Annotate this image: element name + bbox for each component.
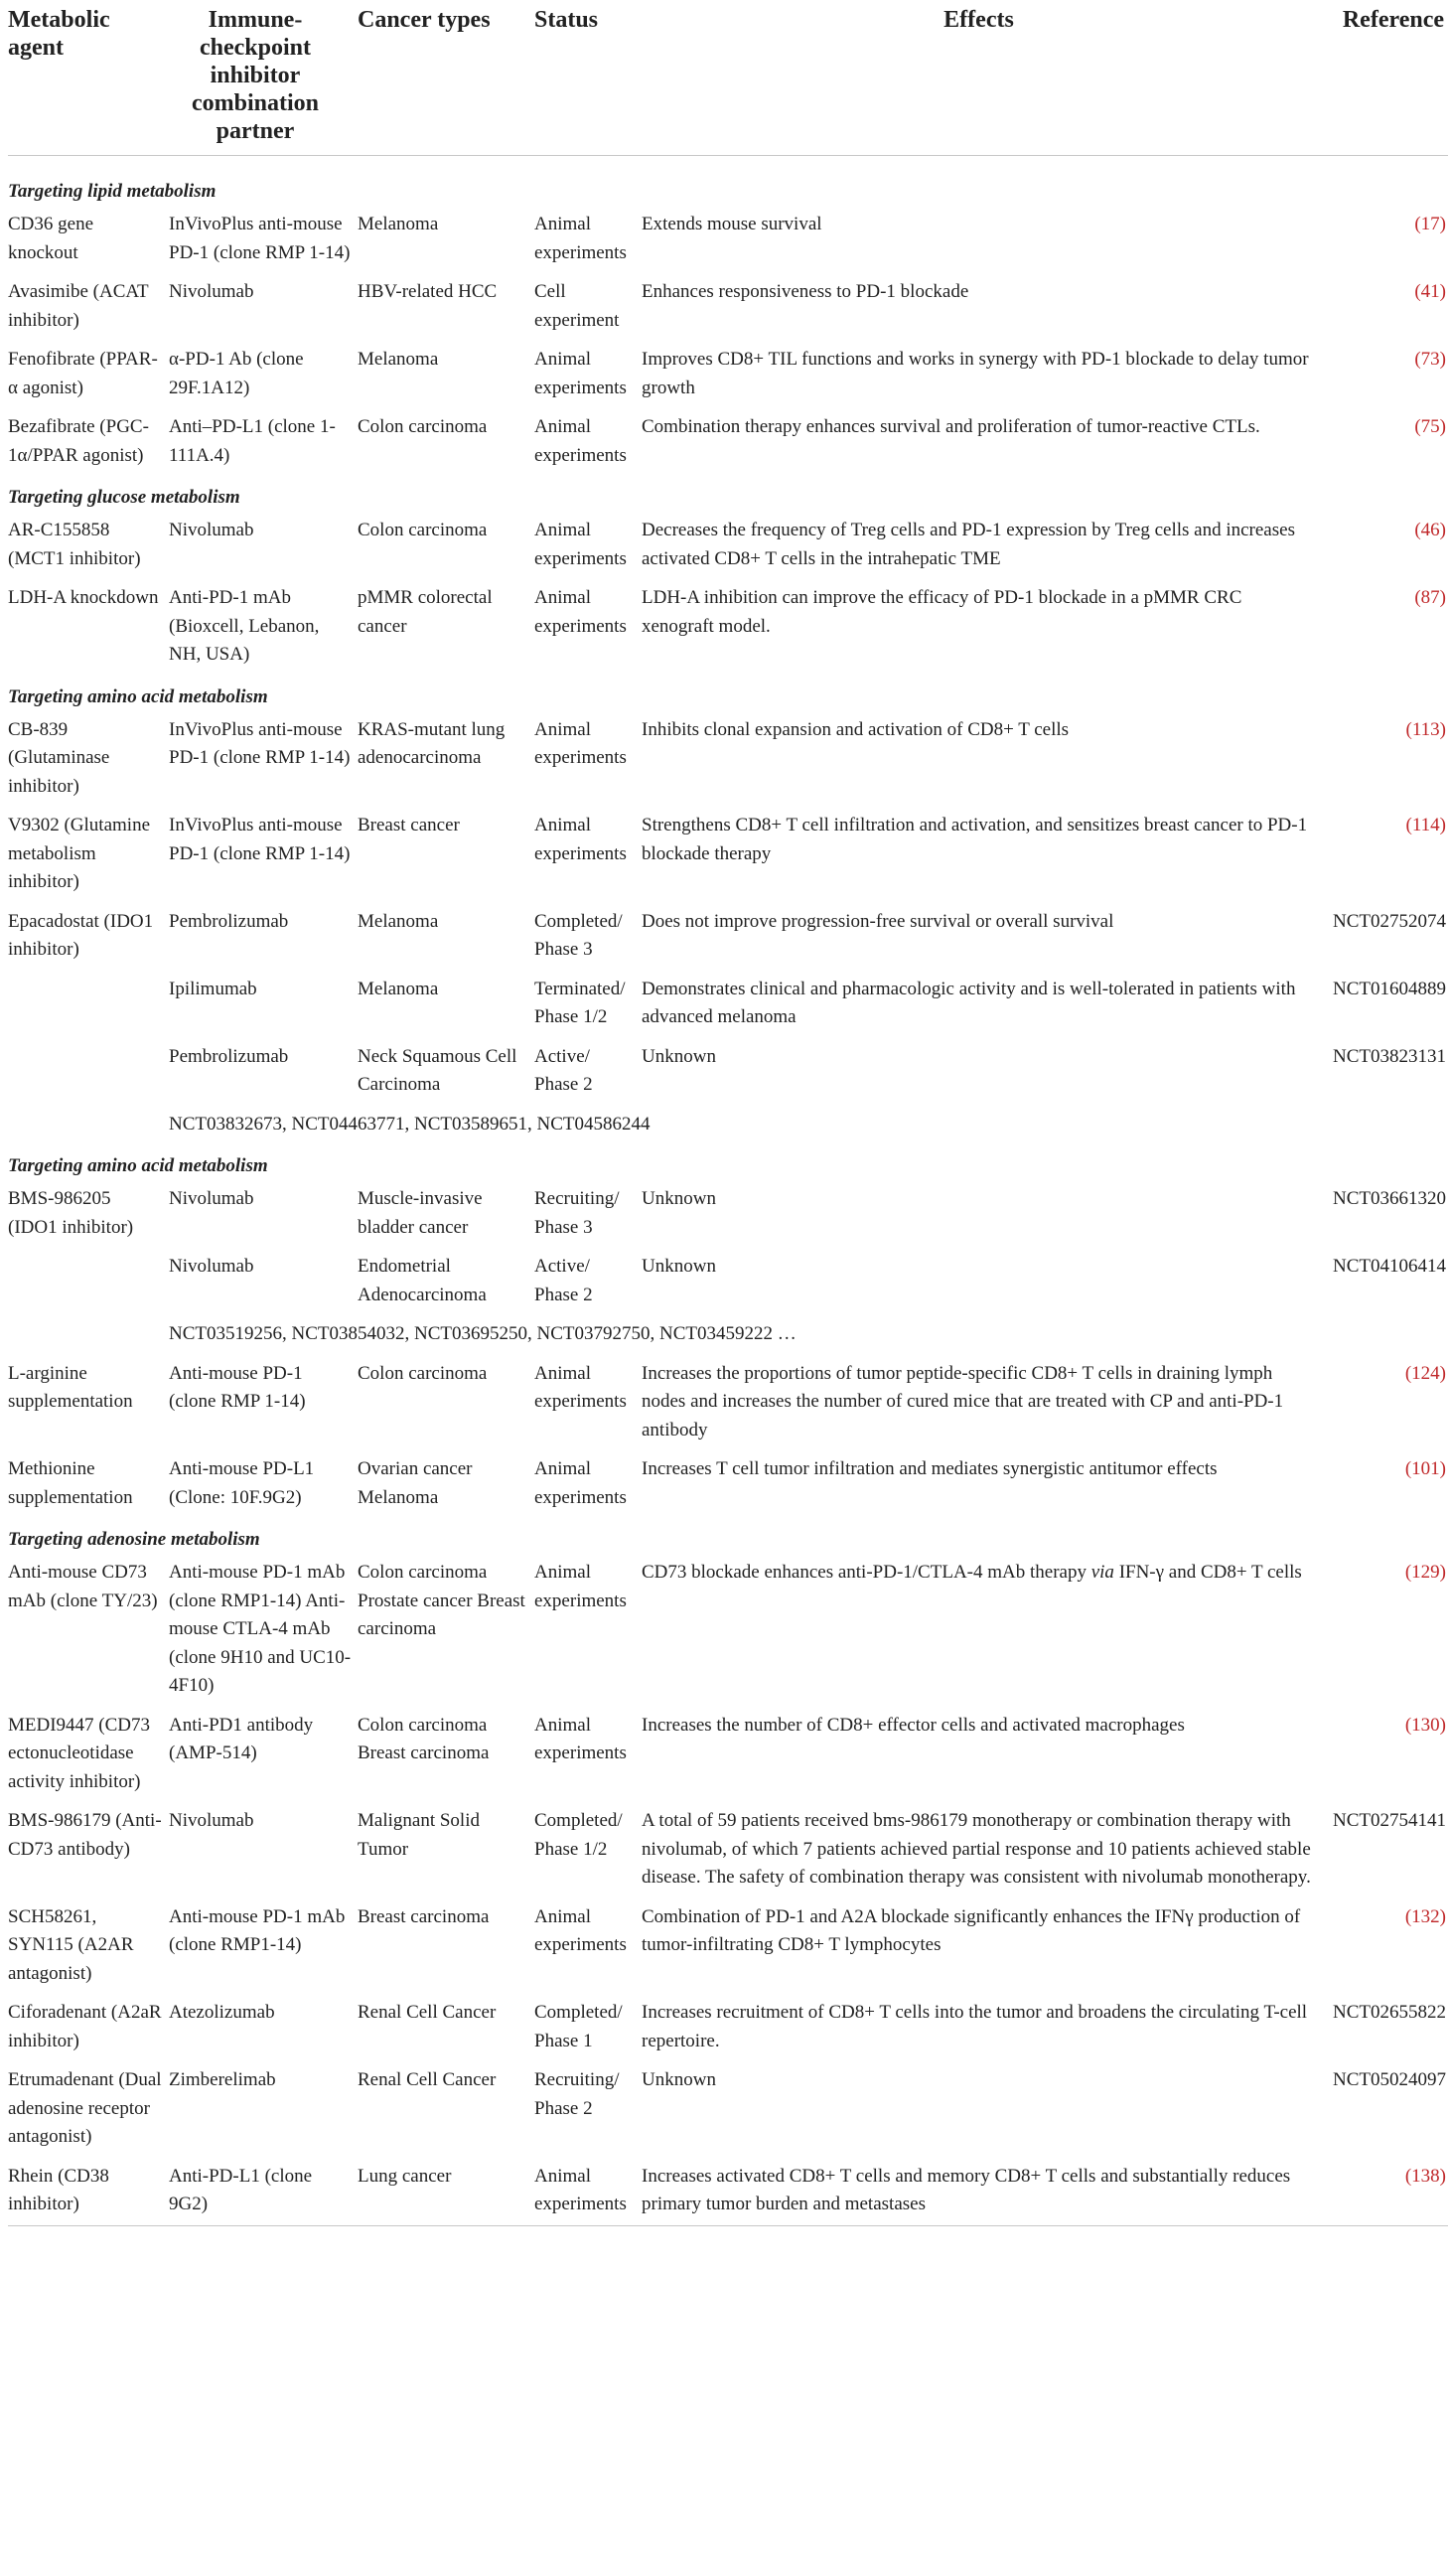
section-heading [8, 476, 1448, 512]
header-agent: Metabolic agent [8, 7, 110, 61]
cell-reference[interactable]: NCT03823131 [1333, 1045, 1446, 1067]
cell-agent: CB-839 (Glutaminase inhibitor) [8, 718, 110, 797]
table-row [8, 273, 1448, 341]
cell-agent: AR-C155858 (MCT1 inhibitor) [8, 520, 141, 569]
cell-cancer: Colon carcinoma [358, 520, 488, 540]
cell-cancer: Malignant Solid Tumor [358, 1810, 480, 1860]
cell-partner: Nivolumab [169, 281, 254, 302]
cell-effects: Strengthens CD8+ T cell infiltration and activation, and sensitizes breast cancer to PD-1 blockade therapy [642, 815, 1308, 864]
cell-status: Animal experiments [534, 520, 627, 569]
cell-status: Animal experiments [534, 718, 627, 768]
effects-italic: via [1090, 1562, 1114, 1583]
cell-agent: LDH-A knockdown [8, 587, 159, 608]
cell-partner: Anti-PD1 antibody (AMP-514) [169, 1714, 314, 1763]
section-title: Targeting adenosine metabolism [8, 1529, 260, 1550]
reference-link[interactable]: (124) [1404, 1362, 1446, 1384]
trials-note-row [8, 1315, 1448, 1355]
cell-status: Terminated/ Phase 1/2 [534, 978, 626, 1027]
cell-partner: Nivolumab [169, 520, 254, 540]
cell-agent: Bezafibrate (PGC-1α/PPAR agonist) [8, 416, 149, 466]
cell-reference[interactable]: NCT04106414 [1333, 1256, 1446, 1277]
cell-cancer: Melanoma [358, 349, 439, 370]
cell-agent: Etrumadenant (Dual adenosine receptor antagonist) [8, 2069, 162, 2147]
cell-reference [1320, 579, 1448, 676]
table-row [8, 341, 1448, 408]
cell-cancer: Colon carcinoma Breast carcinoma [358, 1714, 490, 1763]
cell-status: Active/ Phase 2 [534, 1045, 593, 1095]
cell-partner: Anti-PD-1 mAb (Bioxcell, Lebanon, NH, USA) [169, 587, 320, 665]
cell-effects: Improves CD8+ TIL functions and works in synergy with PD-1 blockade to delay tumor growth [642, 349, 1309, 398]
cell-partner: Nivolumab [169, 1188, 254, 1209]
cell-reference [1320, 206, 1448, 273]
reference-link[interactable]: (114) [1405, 815, 1446, 835]
cell-reference[interactable]: NCT02752074 [1333, 910, 1446, 932]
cell-agent [8, 971, 169, 1038]
cell-partner: InVivoPlus anti-mouse PD-1 (clone RMP 1-14) [169, 718, 351, 768]
cell-partner: Pembrolizumab [169, 1045, 289, 1067]
cell-agent: Fenofibrate (PPAR-α agonist) [8, 349, 158, 398]
reference-link[interactable]: (87) [1414, 587, 1446, 608]
table-row [8, 807, 1448, 903]
cell-reference [1320, 1355, 1448, 1451]
cell-effects: Increases the number of CD8+ effector cells and activated macrophages [642, 1714, 1185, 1736]
table-row [8, 206, 1448, 273]
header-effects: Effects [943, 7, 1014, 33]
cell-reference[interactable]: NCT05024097 [1333, 2069, 1446, 2090]
table-row [8, 1898, 1448, 1995]
cell-reference[interactable]: NCT02655822 [1333, 2002, 1446, 2023]
header-cancer: Cancer types [358, 7, 491, 33]
cell-effects: A total of 59 patients received bms-986179 monotherapy or combination therapy with nivolumab, of which 7 patients achieved partial response and 10 patients achieved stable disease. The safety of combination therapy was consistent with nivolumab monotherapy. [642, 1810, 1311, 1888]
section-heading [8, 1144, 1448, 1180]
reference-link[interactable]: (129) [1404, 1562, 1446, 1583]
table-row [8, 1180, 1448, 1248]
cell-status: Animal experiments [534, 1905, 627, 1955]
trials-note-row [8, 1106, 1448, 1145]
cell-effects: Inhibits clonal expansion and activation of CD8+ T cells [642, 718, 1070, 740]
cell-cancer: Colon carcinoma [358, 416, 488, 437]
cell-reference [1320, 1707, 1448, 1803]
table-row [8, 1554, 1448, 1707]
reference-link[interactable]: (73) [1414, 349, 1446, 370]
cell-status: Recruiting/ Phase 3 [534, 1188, 620, 1238]
cell-agent: BMS-986179 (Anti-CD73 antibody) [8, 1810, 162, 1860]
cell-effects: Increases recruitment of CD8+ T cells into the tumor and broadens the circulating T-cell repertoire. [642, 2002, 1308, 2051]
cell-cancer: Ovarian cancer Melanoma [358, 1458, 473, 1508]
cell-agent [8, 1038, 169, 1106]
table-row [8, 1038, 1448, 1106]
cell-effects: Increases activated CD8+ T cells and memory CD8+ T cells and substantially reduces primary tumor burden and metastases [642, 2165, 1291, 2214]
cell-effects: Extends mouse survival [642, 214, 822, 234]
reference-link[interactable]: (130) [1404, 1714, 1446, 1736]
cell-partner: InVivoPlus anti-mouse PD-1 (clone RMP 1-14) [169, 815, 351, 864]
section-title: Targeting lipid metabolism [8, 181, 217, 202]
cell-effects [642, 1554, 1320, 1707]
cell-agent: Avasimibe (ACAT inhibitor) [8, 281, 149, 331]
cell-status: Completed/ Phase 1/2 [534, 1810, 623, 1860]
cell-effects: LDH-A inhibition can improve the efficacy of PD-1 blockade in a pMMR CRC xenograft model. [642, 587, 1242, 637]
cell-partner: Anti-mouse PD-1 (clone RMP 1-14) [169, 1362, 306, 1412]
table-row [8, 1802, 1448, 1898]
cell-partner: Anti-mouse PD-L1 (Clone: 10F.9G2) [169, 1458, 315, 1508]
cell-cancer: KRAS-mutant lung adenocarcinoma [358, 718, 506, 768]
cell-cancer: pMMR colorectal cancer [358, 587, 493, 637]
cell-agent: V9302 (Glutamine metabolism inhibitor) [8, 815, 151, 892]
cell-agent: Anti-mouse CD73 mAb (clone TY/23) [8, 1562, 158, 1611]
cell-cancer: Endometrial Adenocarcinoma [358, 1256, 487, 1305]
cell-effects: Combination therapy enhances survival and proliferation of tumor-reactive CTLs. [642, 416, 1260, 437]
cell-cancer: Melanoma [358, 214, 439, 234]
table-container [8, 4, 1448, 2226]
cell-reference [1320, 1898, 1448, 1995]
cell-partner: Nivolumab [169, 1810, 254, 1831]
table-row [8, 1355, 1448, 1451]
cell-agent: SCH58261, SYN115 (A2AR antagonist) [8, 1905, 134, 1984]
cell-status: Animal experiments [534, 1714, 627, 1763]
cell-cancer: Lung cancer [358, 2165, 452, 2187]
cell-partner: Anti-mouse PD-1 mAb (clone RMP1-14) Anti-mouse CTLA-4 mAb (clone 9H10 and UC10-4F10) [169, 1562, 352, 1696]
cell-cancer: Breast cancer [358, 815, 460, 835]
table-row [8, 711, 1448, 808]
reference-link[interactable]: (113) [1405, 718, 1446, 740]
table-row [8, 1450, 1448, 1518]
cell-effects: Increases the proportions of tumor peptide-specific CD8+ T cells in draining lymph nodes and increases the number of cured mice that are treated with CP and anti-PD-1 antibody [642, 1362, 1284, 1440]
cell-status: Animal experiments [534, 1362, 627, 1412]
trials-note: NCT03832673, NCT04463771, NCT03589651, NCT04586244 [169, 1113, 651, 1135]
table-row [8, 903, 1448, 971]
cell-cancer: Melanoma [358, 910, 439, 932]
cell-cancer: Colon carcinoma [358, 1362, 488, 1384]
table-row [8, 1707, 1448, 1803]
table-row [8, 2061, 1448, 2158]
reference-link[interactable]: (75) [1414, 416, 1446, 437]
section-heading [8, 1518, 1448, 1554]
cell-reference [1320, 711, 1448, 808]
metabolic-agents-table [8, 4, 1448, 2226]
cell-partner: Nivolumab [169, 1256, 254, 1277]
cell-partner: Zimberelimab [169, 2069, 276, 2090]
cell-cancer: Colon carcinoma Prostate cancer Breast carcinoma [358, 1562, 525, 1639]
cell-cancer: Breast carcinoma [358, 1905, 490, 1927]
reference-link[interactable]: (132) [1404, 1905, 1446, 1927]
cell-partner: InVivoPlus anti-mouse PD-1 (clone RMP 1-14) [169, 214, 351, 263]
trials-note: NCT03519256, NCT03854032, NCT03695250, NCT03792750, NCT03459222 … [169, 1323, 797, 1344]
cell-agent: CD36 gene knockout [8, 214, 94, 263]
cell-effects: Unknown [642, 1045, 716, 1067]
reference-link[interactable]: (17) [1414, 214, 1446, 234]
cell-effects: Combination of PD-1 and A2A blockade significantly enhances the IFNγ production of tumor-infiltrating CD8+ T lymphocytes [642, 1905, 1301, 1955]
cell-partner: Atezolizumab [169, 2002, 275, 2023]
cell-effects: Does not improve progression-free survival or overall survival [642, 910, 1114, 932]
cell-effects: Enhances responsiveness to PD-1 blockade [642, 281, 969, 302]
effects-text: CD73 blockade enhances anti-PD-1/CTLA-4 mAb therapy [642, 1562, 1091, 1583]
table-row [8, 1248, 1448, 1315]
cell-status: Animal experiments [534, 349, 627, 398]
cell-reference[interactable]: NCT03661320 [1333, 1188, 1446, 1209]
cell-reference [1320, 1450, 1448, 1518]
cell-partner: Ipilimumab [169, 978, 257, 999]
cell-status: Completed/ Phase 1 [534, 2002, 623, 2051]
cell-effects: Decreases the frequency of Treg cells and PD-1 expression by Treg cells and increases activated CD8+ T cells in the intrahepatic TME [642, 520, 1295, 569]
cell-cancer: HBV-related HCC [358, 281, 498, 302]
header-row [8, 4, 1448, 156]
cell-cancer: Muscle-invasive bladder cancer [358, 1188, 483, 1238]
cell-cancer: Renal Cell Cancer [358, 2002, 497, 2023]
cell-reference[interactable]: NCT01604889 [1333, 978, 1446, 999]
cell-status: Recruiting/ Phase 2 [534, 2069, 620, 2119]
cell-partner: α-PD-1 Ab (clone 29F.1A12) [169, 349, 304, 398]
cell-reference [1320, 273, 1448, 341]
cell-effects: Unknown [642, 1188, 716, 1209]
reference-link[interactable]: (138) [1404, 2165, 1446, 2187]
cell-partner: Pembrolizumab [169, 910, 289, 932]
cell-effects: Unknown [642, 1256, 716, 1277]
cell-partner: Anti-mouse PD-1 mAb (clone RMP1-14) [169, 1905, 346, 1955]
cell-agent [8, 1248, 169, 1315]
reference-link[interactable]: (46) [1414, 520, 1446, 540]
table-row [8, 579, 1448, 676]
section-title: Targeting amino acid metabolism [8, 1155, 268, 1176]
cell-cancer: Renal Cell Cancer [358, 2069, 497, 2090]
reference-link[interactable]: (41) [1414, 281, 1446, 302]
section-title: Targeting glucose metabolism [8, 487, 240, 508]
cell-effects: Demonstrates clinical and pharmacologic activity and is well-tolerated in patients with advanced melanoma [642, 978, 1296, 1027]
cell-reference [1320, 2158, 1448, 2226]
cell-cancer: Neck Squamous Cell Carcinoma [358, 1045, 517, 1095]
cell-status: Animal experiments [534, 587, 627, 637]
section-title: Targeting amino acid metabolism [8, 685, 268, 707]
cell-reference [1320, 807, 1448, 903]
cell-reference [1320, 512, 1448, 579]
cell-agent: MEDI9447 (CD73 ectonucleotidase activity inhibitor) [8, 1714, 151, 1792]
header-reference: Reference [1342, 7, 1444, 33]
table-row [8, 512, 1448, 579]
reference-link[interactable]: (101) [1404, 1458, 1446, 1479]
cell-status: Animal experiments [534, 1562, 627, 1611]
cell-agent: BMS-986205 (IDO1 inhibitor) [8, 1188, 134, 1238]
table-row [8, 2158, 1448, 2226]
cell-cancer: Melanoma [358, 978, 439, 999]
cell-partner: Anti–PD-L1 (clone 1-111A.4) [169, 416, 336, 466]
cell-agent: Rhein (CD38 inhibitor) [8, 2165, 109, 2214]
table-row [8, 408, 1448, 476]
cell-status: Active/ Phase 2 [534, 1256, 593, 1305]
cell-partner: Anti-PD-L1 (clone 9G2) [169, 2165, 313, 2214]
cell-agent: L-arginine supplementation [8, 1362, 133, 1412]
cell-status: Animal experiments [534, 2165, 627, 2214]
table-row [8, 1994, 1448, 2061]
header-status: Status [534, 7, 599, 33]
section-heading [8, 676, 1448, 711]
section-heading [8, 170, 1448, 206]
cell-agent: Epacadostat (IDO1 inhibitor) [8, 910, 154, 960]
cell-status: Animal experiments [534, 815, 627, 864]
cell-agent: Ciforadenant (A2aR inhibitor) [8, 2002, 162, 2051]
cell-reference [1320, 341, 1448, 408]
cell-effects: Unknown [642, 2069, 716, 2090]
effects-text: IFN-γ and CD8+ T cells [1113, 1562, 1302, 1583]
cell-reference [1320, 408, 1448, 476]
cell-reference [1320, 1554, 1448, 1707]
cell-effects: Increases T cell tumor infiltration and mediates synergistic antitumor effects [642, 1458, 1218, 1479]
cell-status: Cell experiment [534, 281, 620, 331]
cell-status: Animal experiments [534, 214, 627, 263]
cell-status: Completed/ Phase 3 [534, 910, 623, 960]
cell-status: Animal experiments [534, 416, 627, 466]
table-row [8, 971, 1448, 1038]
cell-reference[interactable]: NCT02754141 [1333, 1810, 1446, 1831]
cell-agent: Methionine supplementation [8, 1458, 133, 1508]
cell-status: Animal experiments [534, 1458, 627, 1508]
header-partner: Immune-checkpoint inhibitor combination partner [191, 7, 319, 144]
